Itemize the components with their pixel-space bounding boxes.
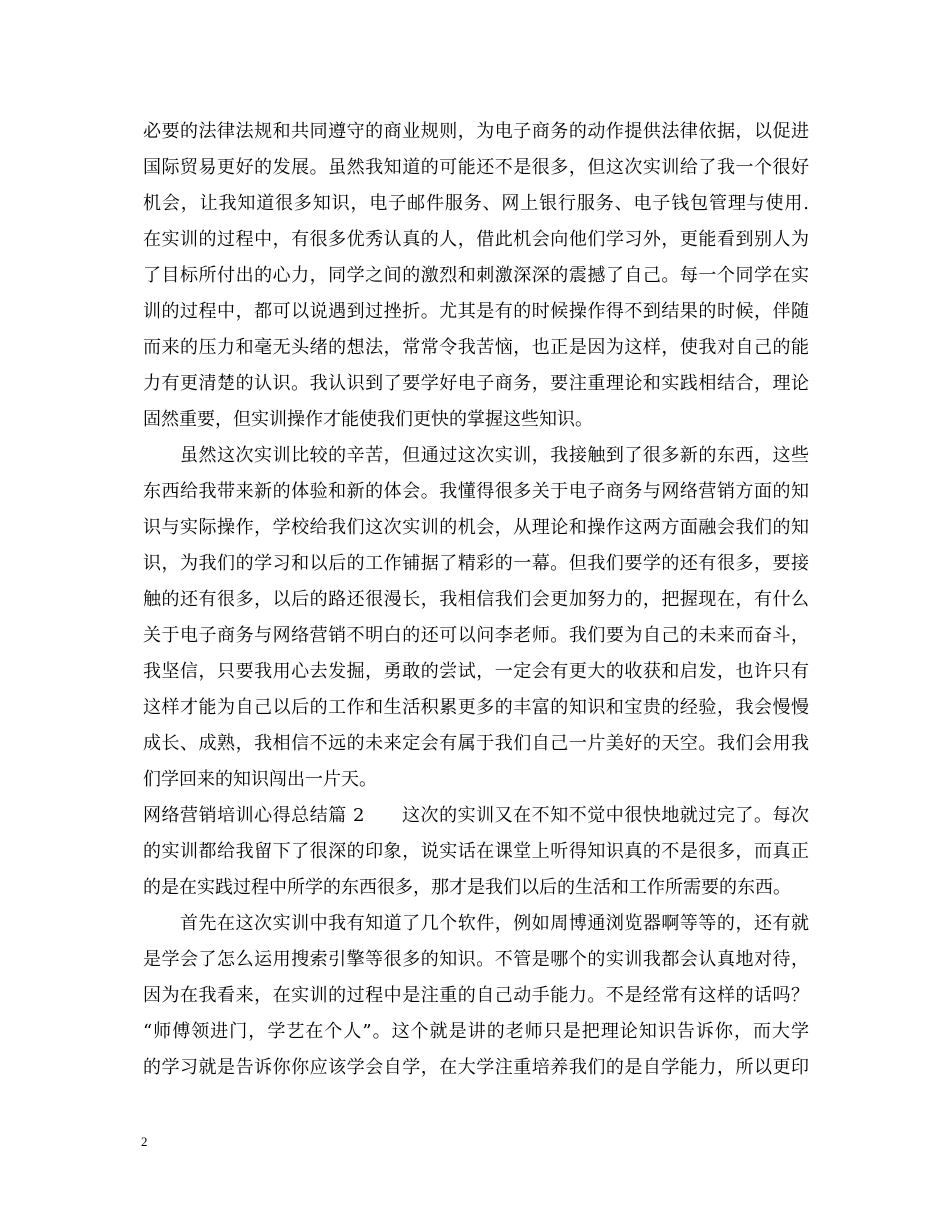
text-line: 识，为我们的学习和以后的工作铺据了精彩的一幕。但我们要学的还有很多，要接	[143, 553, 809, 574]
text-line: 训的过程中，都可以说遇到过挫折。尤其是有的时候操作得不到结果的时候，伴随	[143, 301, 809, 322]
text-line: 了目标所付出的心力，同学之间的激烈和刺激深深的震撼了自己。每一个同学在实	[143, 265, 809, 286]
body-text	[143, 114, 809, 1086]
text-line: 因为在我看来，在实训的过程中是注重的自己动手能力。不是经常有这样的话吗？	[143, 985, 809, 1006]
text-line: 的学习就是告诉你你应该学会自学，在大学注重培养我们的是自学能力，所以更印	[143, 1057, 809, 1078]
text-line: 固然重要，但实训操作才能使我们更快的掌握这些知识。	[143, 409, 593, 430]
text-line: 虽然这次实训比较的辛苦，但通过这次实训，我接触到了很多新的东西，这些	[180, 445, 809, 466]
text-line: 力有更清楚的认识。我认识到了要学好电子商务，要注重理论和实践相结合，理论	[143, 373, 809, 394]
text-line: 首先在这次实训中我有知道了几个软件，例如周博通浏览器啊等等的，还有就	[180, 913, 809, 934]
text-line: 国际贸易更好的发展。虽然我知道的可能还不是很多，但这次实训给了我一个很好	[143, 157, 809, 178]
text-line: 网络营销培训心得总结篇 2 这次的实训又在不知不觉中很快地就过完了。每次	[143, 805, 809, 826]
text-line: 成长、成熟，我相信不远的未来定会有属于我们自己一片美好的天空。我们会用我	[143, 733, 809, 754]
text-line: 东西给我带来新的体验和新的体会。我懂得很多关于电子商务与网络营销方面的知	[143, 481, 809, 502]
text-line: 是学会了怎么运用搜索引擎等很多的知识。不管是哪个的实训我都会认真地对待，	[143, 949, 809, 970]
text-line: 必要的法律法规和共同遵守的商业规则，为电子商务的动作提供法律依据，以促进	[143, 121, 809, 142]
text-line: 触的还有很多，以后的路还很漫长，我相信我们会更加努力的，把握现在，有什么	[143, 589, 809, 610]
text-line: 这样才能为自己以后的工作和生活积累更多的丰富的知识和宝贵的经验，我会慢慢	[143, 697, 809, 718]
text-line: “师傅领进门，学艺在个人”。这个就是讲的老师只是把理论知识告诉你，而大学	[143, 1021, 809, 1042]
text-line: 的实训都给我留下了很深的印象，说实话在课堂上听得知识真的不是很多，而真正	[143, 841, 809, 862]
text-line: 我坚信，只要我用心去发掘，勇敢的尝试，一定会有更大的收获和启发，也许只有	[143, 661, 809, 682]
text-line: 在实训的过程中，有很多优秀认真的人，借此机会向他们学习外，更能看到别人为	[143, 229, 809, 250]
text-line: 的是在实践过程中所学的东西很多，那才是我们以后的生活和工作所需要的东西。	[143, 877, 791, 898]
text-line: 关于电子商务与网络营销不明白的还可以问李老师。我们要为自己的未来而奋斗，	[143, 625, 809, 646]
text-line: 机会，让我知道很多知识，电子邮件服务、网上银行服务、电子钱包管理与使用.	[143, 193, 809, 214]
page-number: 2	[141, 1134, 148, 1149]
text-line: 们学回来的知识闯出一片天。	[143, 769, 377, 790]
text-line: 而来的压力和毫无头绪的想法，常常令我苦恼，也正是因为这样，使我对自己的能	[143, 337, 809, 358]
text-line: 识与实际操作，学校给我们这次实训的机会，从理论和操作这两方面融会我们的知	[143, 517, 809, 538]
